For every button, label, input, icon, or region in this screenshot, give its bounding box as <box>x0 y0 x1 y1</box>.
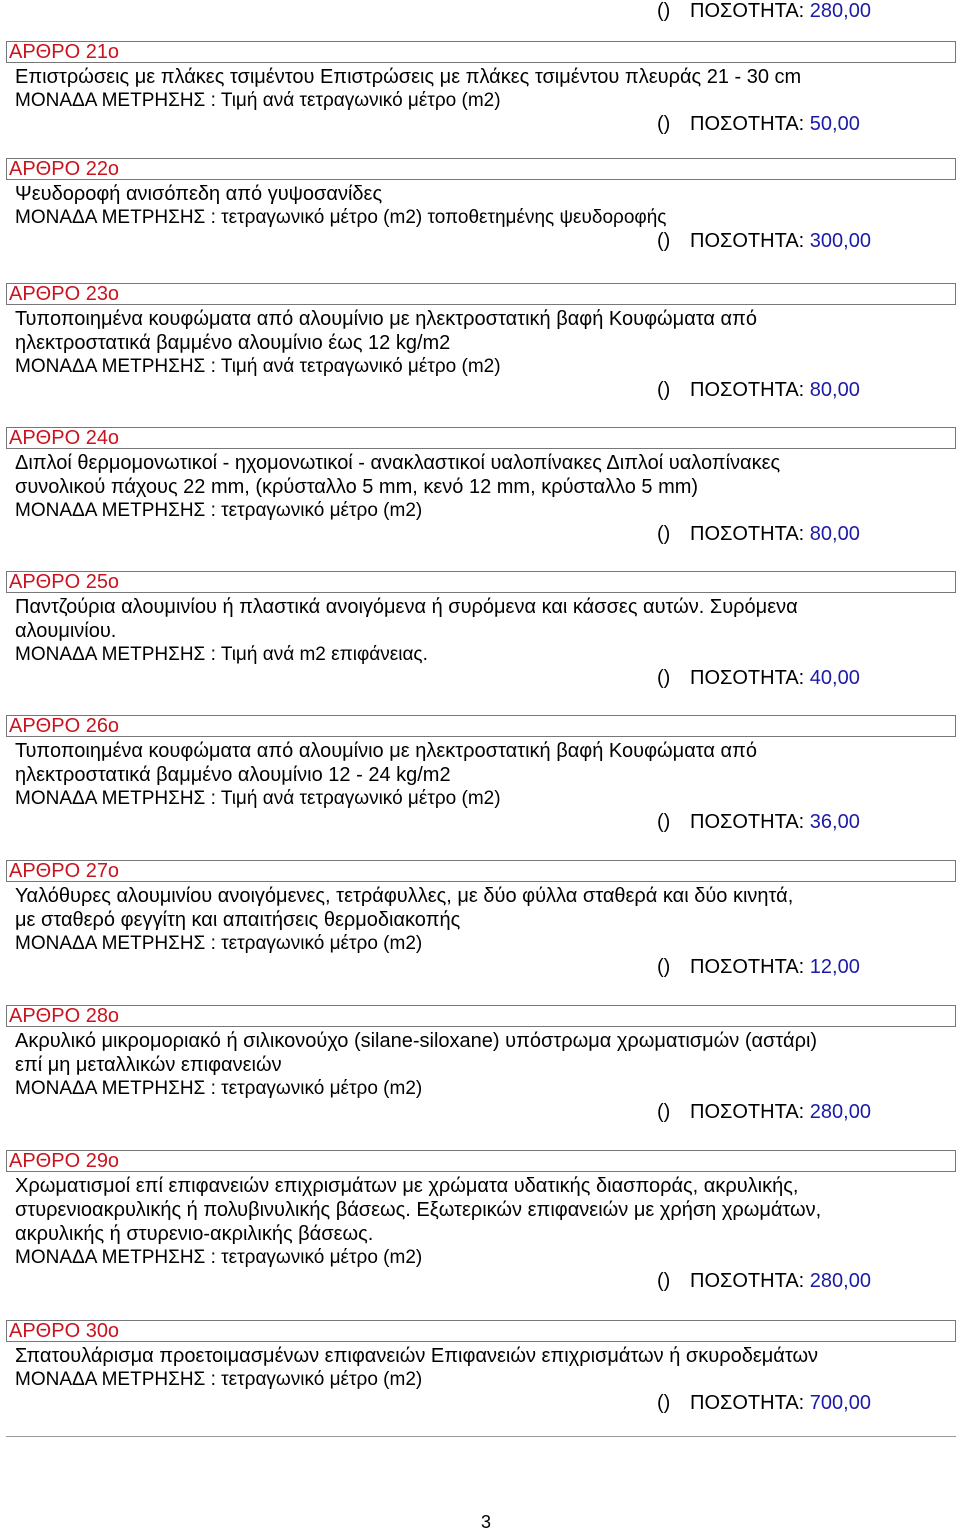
description-line: συνολικού πάχους 22 mm, (κρύσταλλο 5 mm, κενό 12 mm, κρύσταλλο 5 mm) <box>15 476 699 498</box>
unit-value: τετραγωνικό μέτρο (m2) <box>221 1369 423 1390</box>
description-line: με σταθερό φεγγίτη και απαιτήσεις θερμοδιακοπής <box>15 909 461 931</box>
article-title: ΑΡΘΡΟ 23ο <box>9 283 120 305</box>
description-line: επί μη μεταλλικών επιφανειών <box>15 1054 282 1076</box>
quantity-label: ΠΟΣΟΤΗΤΑ: <box>690 230 805 252</box>
article-description <box>15 65 945 89</box>
article <box>0 283 960 403</box>
description-line: Παντζούρια αλουμινίου ή πλαστικά ανοιγόμενα ή συρόμενα και κάσσες αυτών. Συρόμενα <box>15 596 798 618</box>
paren: () <box>657 523 671 545</box>
unit-of-measure <box>15 355 960 379</box>
article-header <box>6 41 956 63</box>
quantity-value: 12,00 <box>809 956 860 978</box>
description-line: Διπλοί θερμομονωτικοί - ηχομονωτικοί - ανακλαστικοί υαλοπίνακες Διπλοί υαλοπίνακες <box>15 452 781 474</box>
unit-of-measure <box>15 1368 960 1392</box>
unit-of-measure <box>15 206 960 230</box>
quantity-value: 280,00 <box>809 1101 871 1123</box>
article-header <box>6 1005 956 1027</box>
quantity-label: ΠΟΣΟΤΗΤΑ: <box>690 1270 805 1292</box>
article-description <box>15 451 945 499</box>
top-quantity-row <box>0 0 960 22</box>
article-description <box>15 1174 945 1246</box>
unit-of-measure <box>15 643 960 667</box>
article-header <box>6 1320 956 1342</box>
paren: () <box>657 956 671 978</box>
quantity <box>657 1270 871 1292</box>
article <box>0 427 960 547</box>
unit-label: ΜΟΝΑΔΑ ΜΕΤΡΗΣΗΣ : <box>15 1078 216 1099</box>
article-description <box>15 182 945 206</box>
description-line: ακρυλικής ή στυρενιο-ακριλικής βάσεως. <box>15 1223 374 1245</box>
article <box>0 158 960 254</box>
quantity <box>657 523 860 545</box>
description-line: Τυποποιημένα κουφώματα από αλουμίνιο με ηλεκτροστατική βαφή Κουφώματα από <box>15 740 757 762</box>
article <box>0 860 960 980</box>
article-title: ΑΡΘΡΟ 29ο <box>9 1150 120 1172</box>
unit-label: ΜΟΝΑΔΑ ΜΕΤΡΗΣΗΣ : <box>15 207 216 228</box>
paren: () <box>657 811 671 833</box>
quantity-value: 280,00 <box>809 1270 871 1292</box>
quantity-label: ΠΟΣΟΤΗΤΑ: <box>690 956 805 978</box>
unit-label: ΜΟΝΑΔΑ ΜΕΤΡΗΣΗΣ : <box>15 356 216 377</box>
article-header <box>6 571 956 593</box>
article-title: ΑΡΘΡΟ 25ο <box>9 571 120 593</box>
paren: () <box>657 230 671 252</box>
quantity-label: ΠΟΣΟΤΗΤΑ: <box>690 379 805 401</box>
description-line: ηλεκτροστατικά βαμμένο αλουμίνιο έως 12 kg/m2 <box>15 332 451 354</box>
article-description <box>15 1029 945 1077</box>
unit-label: ΜΟΝΑΔΑ ΜΕΤΡΗΣΗΣ : <box>15 788 216 809</box>
article-description <box>15 307 945 355</box>
description-line: Σπατουλάρισμα προετοιμασμένων επιφανειών Επιφανειών επιχρισμάτων ή σκυροδεμάτων <box>15 1345 819 1367</box>
quantity <box>657 379 860 401</box>
quantity <box>657 0 871 22</box>
unit-value: τετραγωνικό μέτρο (m2) <box>221 500 423 521</box>
unit-value: Τιμή ανά τετραγωνικό μέτρο (m2) <box>220 90 501 111</box>
unit-value: Τιμή ανά m2 επιφάνειας. <box>220 644 428 665</box>
quantity <box>657 230 871 252</box>
quantity-value: 80,00 <box>809 379 860 401</box>
article-description <box>15 595 945 643</box>
quantity-label: ΠΟΣΟΤΗΤΑ: <box>690 1101 805 1123</box>
paren: () <box>657 113 671 135</box>
description-line: ηλεκτροστατικά βαμμένο αλουμίνιο 12 - 24 kg/m2 <box>15 764 451 786</box>
quantity-label: ΠΟΣΟΤΗΤΑ: <box>690 667 805 689</box>
article <box>0 41 960 137</box>
paren: () <box>657 0 671 22</box>
unit-label: ΜΟΝΑΔΑ ΜΕΤΡΗΣΗΣ : <box>15 933 216 954</box>
page-number: 3 <box>480 1512 491 1532</box>
article-title: ΑΡΘΡΟ 28ο <box>9 1005 120 1027</box>
article-header <box>6 1150 956 1172</box>
paren: () <box>657 379 671 401</box>
quantity-label: ΠΟΣΟΤΗΤΑ: <box>690 0 805 22</box>
article-header <box>6 860 956 882</box>
article-description <box>15 1344 945 1368</box>
article-header <box>6 283 956 305</box>
paren: () <box>657 667 671 689</box>
unit-of-measure <box>15 89 960 113</box>
quantity-label: ΠΟΣΟΤΗΤΑ: <box>690 1392 805 1414</box>
quantity-value: 40,00 <box>809 667 860 689</box>
unit-value: τετραγωνικό μέτρο (m2) <box>221 933 423 954</box>
article-title: ΑΡΘΡΟ 21ο <box>9 41 120 63</box>
unit-value: Τιμή ανά τετραγωνικό μέτρο (m2) <box>220 788 501 809</box>
quantity-value: 280,00 <box>809 0 871 22</box>
unit-label: ΜΟΝΑΔΑ ΜΕΤΡΗΣΗΣ : <box>15 1247 216 1268</box>
quantity-label: ΠΟΣΟΤΗΤΑ: <box>690 113 805 135</box>
article-header <box>6 427 956 449</box>
article-title: ΑΡΘΡΟ 26ο <box>9 715 120 737</box>
description-line: αλουμινίου. <box>15 620 117 642</box>
description-line: Υαλόθυρες αλουμινίου ανοιγόμενες, τετράφυλλες, με δύο φύλλα σταθερά και δύο κινητά, <box>15 885 794 907</box>
footer-divider <box>6 1436 956 1437</box>
quantity <box>657 1101 871 1123</box>
unit-of-measure <box>15 787 960 811</box>
unit-label: ΜΟΝΑΔΑ ΜΕΤΡΗΣΗΣ : <box>15 1369 216 1390</box>
quantity-value: 300,00 <box>809 230 871 252</box>
article-description <box>15 884 945 932</box>
unit-value: τετραγωνικό μέτρο (m2) τοποθετημένης ψευδοροφής <box>221 207 667 228</box>
description-line: στυρενιοακρυλικής ή πολυβινυλικής βάσεως. Εξωτερικών επιφανειών με χρήση χρωμάτων, <box>15 1199 822 1221</box>
quantity-value: 80,00 <box>809 523 860 545</box>
unit-value: Τιμή ανά τετραγωνικό μέτρο (m2) <box>220 356 501 377</box>
unit-value: τετραγωνικό μέτρο (m2) <box>221 1247 423 1268</box>
unit-label: ΜΟΝΑΔΑ ΜΕΤΡΗΣΗΣ : <box>15 90 216 111</box>
quantity-label: ΠΟΣΟΤΗΤΑ: <box>690 523 805 545</box>
description-line: Ακρυλικό μικρομοριακό ή σιλικονούχο (silane-siloxane) υπόστρωμα χρωματισμών (αστάρι) <box>15 1030 818 1052</box>
paren: () <box>657 1392 671 1414</box>
description-line: Επιστρώσεις με πλάκες τσιμέντου Επιστρώσεις με πλάκες τσιμέντου πλευράς 21 - 30 cm <box>15 66 802 88</box>
unit-of-measure <box>15 499 960 523</box>
article-title: ΑΡΘΡΟ 24ο <box>9 427 120 449</box>
description-line: Ψευδοροφή ανισόπεδη από γυψοσανίδες <box>15 183 383 205</box>
article-title: ΑΡΘΡΟ 27ο <box>9 860 120 882</box>
article <box>0 715 960 835</box>
quantity <box>657 667 860 689</box>
paren: () <box>657 1270 671 1292</box>
article-description <box>15 739 945 787</box>
unit-value: τετραγωνικό μέτρο (m2) <box>221 1078 423 1099</box>
quantity <box>657 811 860 833</box>
article-title: ΑΡΘΡΟ 22ο <box>9 158 120 180</box>
article <box>0 1005 960 1125</box>
unit-label: ΜΟΝΑΔΑ ΜΕΤΡΗΣΗΣ : <box>15 500 216 521</box>
quantity <box>657 956 860 978</box>
description-line: Χρωματισμοί επί επιφανειών επιχρισμάτων με χρώματα υδατικής διασποράς, ακρυλικής, <box>15 1175 799 1197</box>
description-line: Τυποποιημένα κουφώματα από αλουμίνιο με ηλεκτροστατική βαφή Κουφώματα από <box>15 308 757 330</box>
unit-of-measure <box>15 1246 960 1270</box>
article <box>0 1320 960 1416</box>
article <box>0 571 960 691</box>
quantity <box>657 1392 871 1414</box>
quantity-label: ΠΟΣΟΤΗΤΑ: <box>690 811 805 833</box>
quantity-value: 50,00 <box>809 113 860 135</box>
paren: () <box>657 1101 671 1123</box>
unit-of-measure <box>15 932 960 956</box>
unit-label: ΜΟΝΑΔΑ ΜΕΤΡΗΣΗΣ : <box>15 644 216 665</box>
article <box>0 1150 960 1294</box>
unit-of-measure <box>15 1077 960 1101</box>
quantity-value: 700,00 <box>809 1392 871 1414</box>
article-title: ΑΡΘΡΟ 30ο <box>9 1320 120 1342</box>
quantity-value: 36,00 <box>809 811 860 833</box>
article-header <box>6 715 956 737</box>
article-header <box>6 158 956 180</box>
quantity <box>657 113 860 135</box>
